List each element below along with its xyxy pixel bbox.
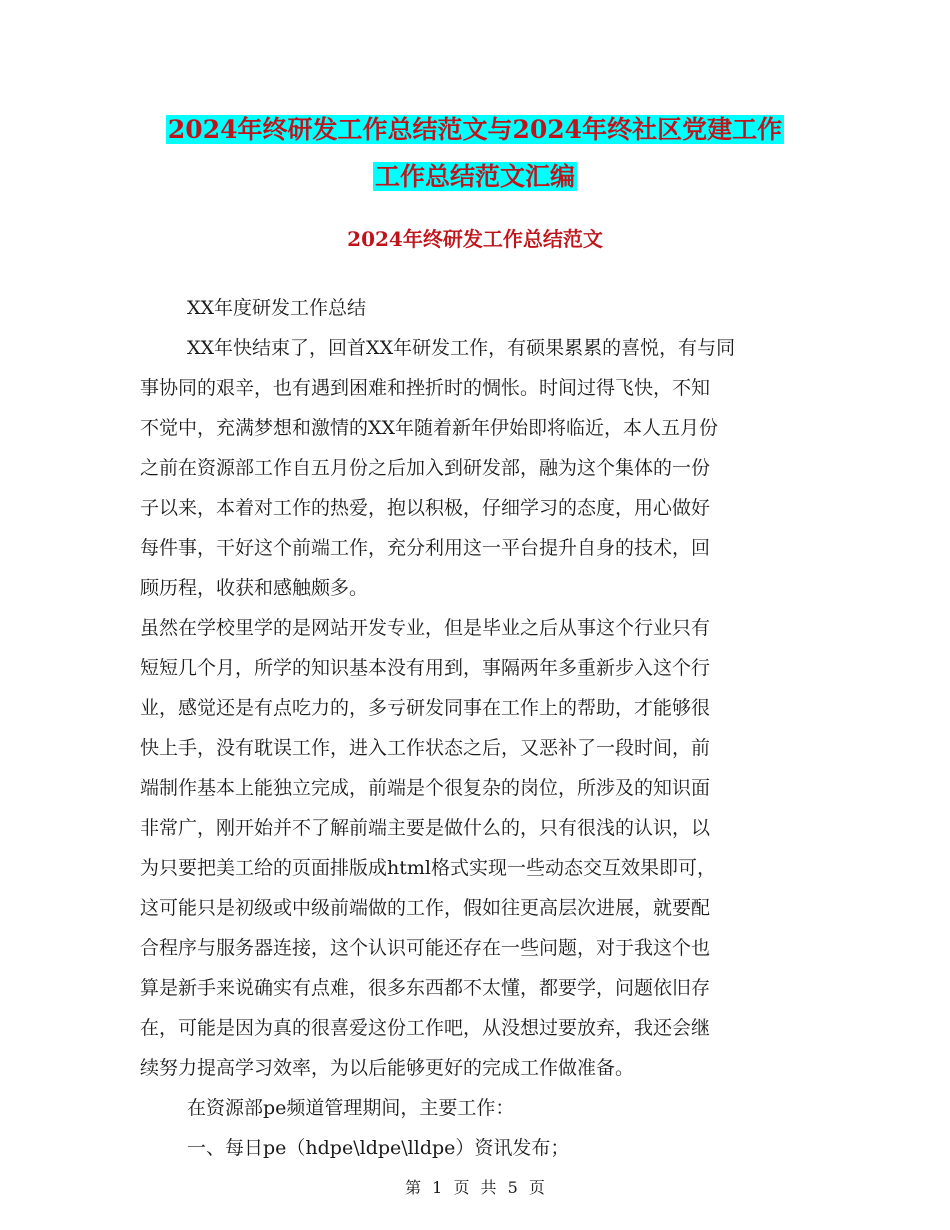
- paragraph-line: 之前在资源部工作自五月份之后加入到研发部，融为这个集体的一份: [140, 457, 711, 479]
- paragraph-line: 快上手，没有耽误工作，进入工作状态之后，又恶补了一段时间，前: [140, 737, 711, 759]
- paragraph-line: 虽然在学校里学的是网站开发专业，但是毕业之后从事这个行业只有: [140, 617, 711, 639]
- paragraph-line: 短短几个月，所学的知识基本没有用到，事隔两年多重新步入这个行: [140, 657, 711, 679]
- paragraph-line: 不觉中，充满梦想和激情的XX年随着新年伊始即将临近，本人五月份: [140, 417, 719, 439]
- paragraph-line: 每件事，干好这个前端工作，充分利用这一平台提升自身的技术，回: [140, 537, 711, 559]
- paragraph-line: 端制作基本上能独立完成，前端是个很复杂的岗位，所涉及的知识面: [140, 777, 711, 799]
- document-title-line-1: 2024年终研发工作总结范文与2024年终社区党建工作: [167, 115, 783, 144]
- document-title-line-2: 工作总结范文汇编: [374, 162, 575, 191]
- paragraph-line: 业，感觉还是有点吃力的，多亏研发同事在工作上的帮助，才能够很: [140, 697, 711, 719]
- paragraph-line: 子以来，本着对工作的热爱，抱以积极，仔细学习的态度，用心做好: [140, 497, 711, 519]
- paragraph-line: 非常广，刚开始并不了解前端主要是做什么的，只有很浅的认识，以: [140, 817, 711, 839]
- paragraph-line: 为只要把美工给的页面排版成html格式实现一些动态交互效果即可，: [140, 857, 716, 879]
- paragraph-line: 这可能只是初级或中级前端做的工作，假如往更高层次进展，就要配: [140, 897, 711, 919]
- paragraph-line: 合程序与服务器连接，这个认识可能还存在一些问题，对于我这个也: [140, 937, 711, 959]
- paragraph-line: 算是新手来说确实有点难，很多东西都不太懂，都要学，问题依旧存: [140, 977, 711, 999]
- section-title: 2024年终研发工作总结范文: [347, 227, 603, 251]
- paragraph-line: XX年快结束了，回首XX年研发工作，有硕果累累的喜悦，有与同: [187, 337, 736, 359]
- paragraph-line: 在资源部pe频道管理期间，主要工作：: [187, 1097, 515, 1119]
- list-item: 一、每日pe（hdpe\ldpe\lldpe）资讯发布；: [187, 1137, 570, 1159]
- paragraph-line: 在，可能是因为真的很喜爱这份工作吧，从没想过要放弃，我还会继: [140, 1017, 711, 1039]
- paragraph-line: 续努力提高学习效率，为以后能够更好的完成工作做准备。: [140, 1057, 635, 1079]
- page-footer: 第 1 页 共 5 页: [405, 1178, 545, 1197]
- paragraph-line: 事协同的艰辛，也有遇到困难和挫折时的惆怅。时间过得飞快，不知: [140, 377, 711, 399]
- report-heading: XX年度研发工作总结: [187, 297, 367, 319]
- paragraph-line: 顾历程，收获和感触颇多。: [140, 577, 369, 599]
